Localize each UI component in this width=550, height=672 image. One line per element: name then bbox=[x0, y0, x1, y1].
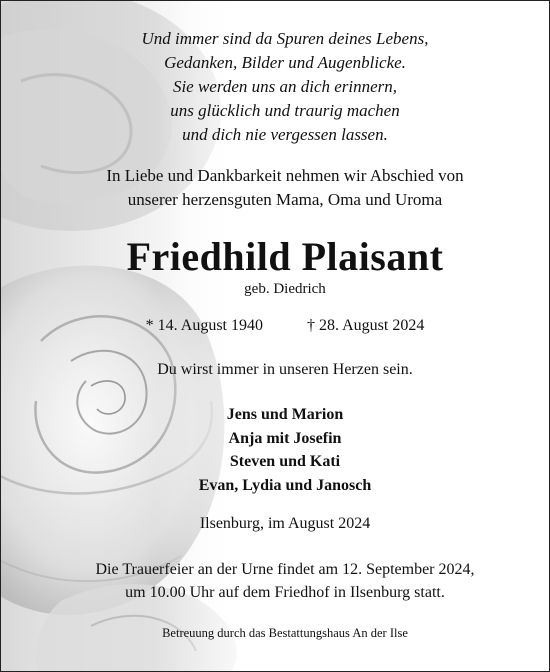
poem-line: uns glücklich und traurig machen bbox=[170, 101, 400, 120]
poem-line: und dich nie vergessen lassen. bbox=[182, 125, 388, 144]
intro-line: unserer herzensguten Mama, Oma und Uroma bbox=[127, 190, 443, 209]
obituary-text bbox=[1, 1, 549, 671]
family-member: Jens und Marion bbox=[226, 406, 344, 423]
poem-line: Sie werden uns an dich erinnern, bbox=[172, 77, 398, 96]
family-member: Steven und Kati bbox=[229, 453, 341, 470]
funeral-info bbox=[21, 558, 549, 604]
motto: Du wirst immer in unseren Herzen sein. bbox=[157, 361, 413, 378]
family-member: Evan, Lydia und Janosch bbox=[198, 476, 372, 494]
funeral-line: Die Trauerfeier an der Urne findet am 12. September 2024, bbox=[95, 561, 475, 578]
funeral-home-credit: Betreuung durch das Bestattungshaus An der Ilse bbox=[162, 626, 408, 640]
birth-date: * 14. August 1940 bbox=[145, 317, 263, 334]
family-member: Anja mit Josefin bbox=[228, 429, 342, 447]
funeral-line: um 10.00 Uhr auf dem Friedhof in Ilsenburg statt. bbox=[125, 584, 445, 601]
farewell-intro bbox=[21, 164, 549, 212]
death-date: † 28. August 2024 bbox=[307, 317, 425, 334]
place-date: Ilsenburg, im August 2024 bbox=[199, 515, 371, 532]
deceased-name: Friedhild Plaisant bbox=[126, 234, 444, 279]
poem-line: Gedanken, Bilder und Augenblicke. bbox=[164, 53, 406, 72]
poem bbox=[21, 27, 549, 147]
intro-line: In Liebe und Dankbarkeit nehmen wir Abschied von bbox=[106, 166, 464, 185]
poem-line: Und immer sind da Spuren deines Lebens, bbox=[141, 29, 429, 48]
family-list bbox=[21, 403, 549, 497]
life-dates bbox=[21, 317, 549, 335]
maiden-name: geb. Diedrich bbox=[244, 281, 326, 297]
